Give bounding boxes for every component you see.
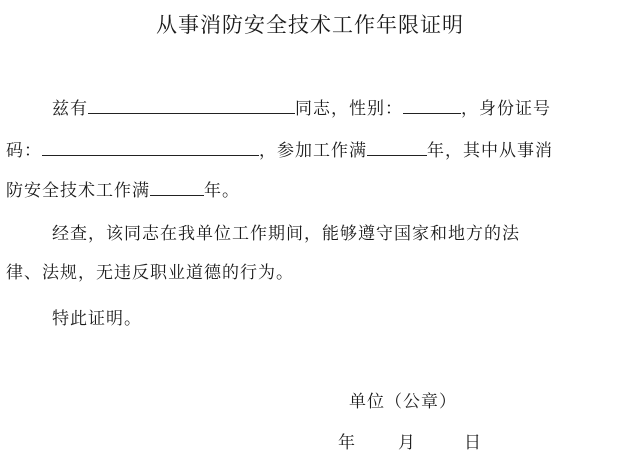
date-day: 日 [464,433,482,453]
paragraph-1-line-2 [6,139,553,162]
text-years-among: 年，其中从事消 [427,141,553,161]
text-id-number: ，身份证号 [461,99,551,119]
date-month: 月 [398,433,416,453]
text-fire-safety-work: 防安全技术工作满 [6,181,150,201]
text-comrade-gender: 同志，性别： [295,99,403,119]
id-number-blank[interactable] [42,139,259,156]
signature-date [338,428,482,453]
paragraph-2-line-2: 律、法规，无违反职业道德的行为。 [6,263,294,283]
paragraph-2-line-1: 经查，该同志在我单位工作期间，能够遵守国家和地方的法 [52,224,520,244]
text-years-end: 年。 [204,181,240,201]
document-title: 从事消防安全技术工作年限证明 [156,13,464,37]
gender-blank[interactable] [403,97,461,114]
text-ma: 码： [6,141,42,161]
name-blank[interactable] [88,97,295,114]
text-zi-you: 兹有 [52,99,88,119]
text-work-years: ，参加工作满 [259,141,367,161]
date-year: 年 [338,433,356,453]
paragraph-1-line-3 [6,179,240,202]
paragraph-1-line-1 [52,97,551,120]
fire-safety-years-blank[interactable] [150,179,204,196]
work-years-blank[interactable] [367,139,427,156]
paragraph-3: 特此证明。 [52,309,142,329]
signature-unit-seal: 单位（公章） [349,392,457,412]
